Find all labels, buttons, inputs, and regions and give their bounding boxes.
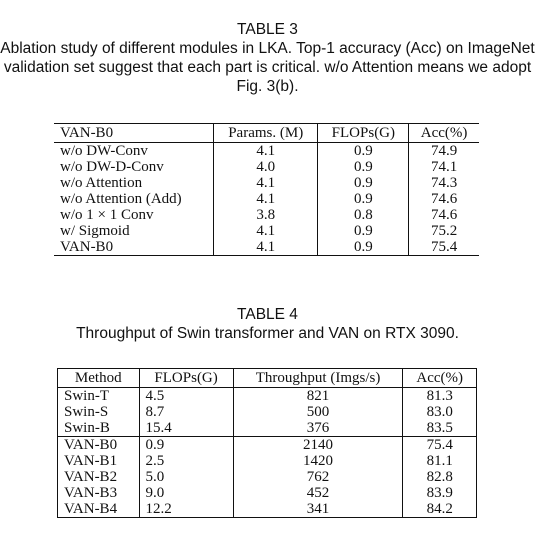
table-cell: 75.4 — [403, 437, 477, 454]
table-cell: 0.9 — [318, 191, 409, 207]
table-cell: VAN-B2 — [58, 469, 140, 485]
table-cell: 82.8 — [403, 469, 477, 485]
table-cell: 0.9 — [318, 143, 409, 160]
table-row — [54, 143, 479, 160]
table-cell: w/ Sigmoid — [60, 223, 130, 239]
table-cell: 74.6 — [409, 191, 479, 207]
table-cell: w/o Attention — [60, 175, 143, 191]
table-cell: 376 — [233, 420, 403, 437]
table-cell: w/o DW-Conv — [60, 143, 148, 159]
table3-caption-block — [0, 20, 535, 96]
table-row — [58, 420, 477, 437]
table4-caption-block — [0, 305, 535, 343]
table-row — [54, 223, 479, 239]
table-row — [58, 437, 477, 454]
table-cell: 81.1 — [403, 453, 477, 469]
table-cell: 83.5 — [403, 420, 477, 437]
table-cell: 9.0 — [139, 485, 233, 501]
table-cell: 762 — [233, 469, 403, 485]
table-cell: 5.0 — [139, 469, 233, 485]
table-row — [58, 501, 477, 518]
table-cell: VAN-B0 — [58, 437, 140, 454]
table4-throughput — [57, 368, 477, 518]
table-cell: VAN-B3 — [58, 485, 140, 501]
table-cell: Swin-S — [58, 404, 140, 420]
table3-header-acc: Acc(%) — [409, 124, 479, 143]
table-cell: 0.9 — [318, 159, 409, 175]
table-row — [58, 469, 477, 485]
table-cell: 2.5 — [139, 453, 233, 469]
table-cell: Swin-B — [58, 420, 140, 437]
table-row — [58, 453, 477, 469]
table-cell: 500 — [233, 404, 403, 420]
table-row — [54, 191, 479, 207]
table3-header-flops: FLOPs(G) — [318, 124, 409, 143]
table-row — [54, 239, 479, 256]
table-cell: 0.9 — [139, 437, 233, 454]
table-cell: 4.5 — [139, 388, 233, 405]
table-cell: Swin-T — [58, 388, 140, 405]
table-cell: 8.7 — [139, 404, 233, 420]
table-cell: 821 — [233, 388, 403, 405]
table-row — [58, 485, 477, 501]
table4-label: TABLE 4 — [237, 306, 298, 323]
table-row — [54, 207, 479, 223]
table4-header-row — [58, 369, 477, 388]
table-cell: 3.8 — [213, 207, 318, 223]
table-cell: VAN-B4 — [58, 501, 140, 518]
table-cell: 341 — [233, 501, 403, 518]
table-cell: 74.1 — [409, 159, 479, 175]
table-cell: 2140 — [233, 437, 403, 454]
table-row — [58, 404, 477, 420]
table4-header-flops: FLOPs(G) — [139, 369, 233, 388]
table-cell: 0.9 — [318, 175, 409, 191]
table-cell: 74.3 — [409, 175, 479, 191]
table-cell: 12.2 — [139, 501, 233, 518]
table-row — [54, 159, 479, 175]
table-cell: 83.9 — [403, 485, 477, 501]
table4-header-method: Method — [58, 369, 140, 388]
table-cell: 81.3 — [403, 388, 477, 405]
table3-header-params: Params. (M) — [213, 124, 318, 143]
table-cell: 0.9 — [318, 239, 409, 256]
table-cell: 0.8 — [318, 207, 409, 223]
table-cell: 1420 — [233, 453, 403, 469]
table-cell: 74.9 — [409, 143, 479, 160]
table-cell: 75.2 — [409, 223, 479, 239]
table-cell: 4.1 — [213, 239, 318, 256]
table-cell: 452 — [233, 485, 403, 501]
table-cell: 0.9 — [318, 223, 409, 239]
table-cell: 4.1 — [213, 191, 318, 207]
table-cell: w/o Attention (Add) — [60, 191, 182, 207]
table-cell: w/o 1 × 1 Conv — [60, 207, 154, 223]
table3-label: TABLE 3 — [237, 21, 298, 38]
table3-header-model: VAN-B0 — [54, 124, 213, 143]
table-row — [58, 388, 477, 405]
table3-header-row — [54, 124, 479, 143]
table-cell: 75.4 — [409, 239, 479, 256]
table-cell: VAN-B1 — [58, 453, 140, 469]
table-cell: 4.1 — [213, 223, 318, 239]
table-cell: w/o DW-D-Conv — [60, 159, 164, 175]
table-cell: 74.6 — [409, 207, 479, 223]
table-cell: 83.0 — [403, 404, 477, 420]
table4-header-acc: Acc(%) — [403, 369, 477, 388]
table-row — [54, 175, 479, 191]
table4-header-throughput: Throughput (Imgs/s) — [233, 369, 403, 388]
table-cell: 4.1 — [213, 175, 318, 191]
table3-caption: Ablation study of different modules in LKA. Top-1 accuracy (Acc) on ImageNet validation set suggest that each part is critical. w/o Attention means we adopt Fig. 3(b). — [0, 40, 535, 95]
table-cell: 4.0 — [213, 159, 318, 175]
table3-ablation — [54, 123, 479, 256]
table-cell: 15.4 — [139, 420, 233, 437]
table4-caption: Throughput of Swin transformer and VAN on RTX 3090. — [76, 325, 459, 342]
table-cell: VAN-B0 — [60, 239, 114, 255]
table-cell: 4.1 — [213, 143, 318, 160]
table-cell: 84.2 — [403, 501, 477, 518]
